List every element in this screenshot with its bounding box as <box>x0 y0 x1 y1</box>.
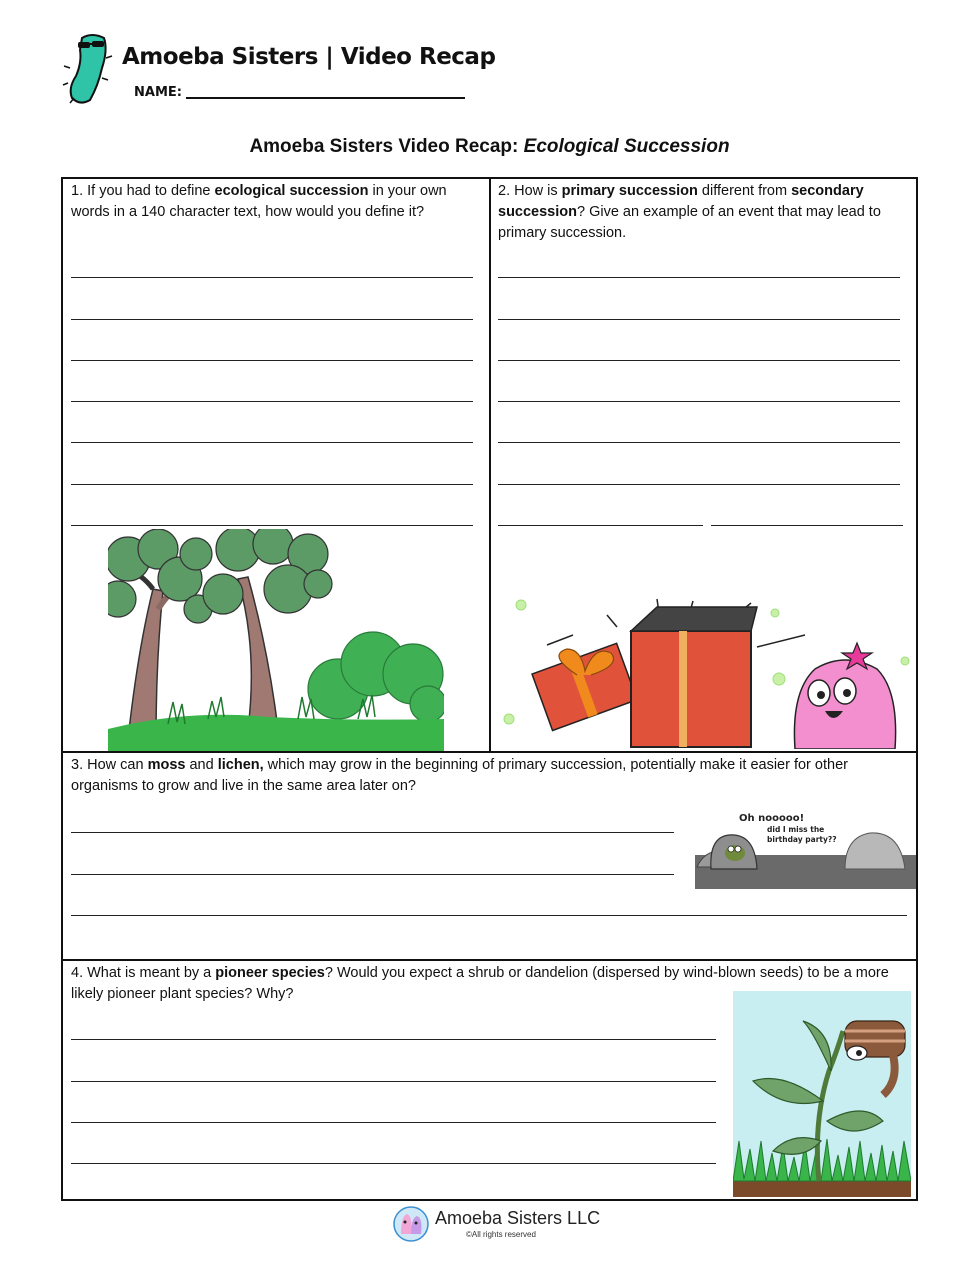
worksheet-grid <box>61 177 918 1201</box>
question-1: 1. If you had to define ecological succession in your own words in a 140 character text, how would you define it? <box>71 183 447 220</box>
answer-line[interactable] <box>71 401 473 402</box>
rock-speech-line1: Oh nooooo! <box>739 813 805 824</box>
answer-line[interactable] <box>498 442 900 443</box>
answer-line[interactable] <box>71 442 473 443</box>
answer-line[interactable] <box>71 1122 716 1123</box>
footer-brand: Amoeba Sisters LLC <box>435 1208 601 1228</box>
answer-line[interactable] <box>71 277 473 278</box>
topic-title: Ecological Succession <box>523 136 730 157</box>
rock-speech-line2: did I miss the <box>767 825 825 834</box>
name-field[interactable] <box>186 97 465 99</box>
answer-line[interactable] <box>71 915 907 916</box>
answer-line[interactable] <box>71 319 473 320</box>
brand-title: Amoeba Sisters | Video Recap <box>122 44 496 70</box>
divider-row2 <box>63 959 916 961</box>
answer-line[interactable] <box>71 360 473 361</box>
answer-line[interactable] <box>71 484 473 485</box>
answer-line[interactable] <box>498 484 900 485</box>
divider-vertical <box>489 179 491 752</box>
question-4: 4. What is meant by a pioneer species? Would you expect a shrub or dandelion (dispersed by wind-blown seeds) to be a more likely pioneer plant species? Why? <box>71 965 889 1002</box>
answer-line[interactable] <box>711 525 903 526</box>
rock-moss-illustration <box>695 807 916 889</box>
answer-line[interactable] <box>71 525 473 526</box>
pioneer-plant-illustration <box>733 991 911 1197</box>
answer-line[interactable] <box>71 832 674 833</box>
answer-line[interactable] <box>498 277 900 278</box>
answer-line[interactable] <box>498 525 703 526</box>
footer-copyright: ©All rights reserved <box>466 1230 536 1239</box>
forest-illustration <box>108 529 444 751</box>
question-2: 2. How is primary succession different from secondary succession? Give an example of an event that may lead to primary succession. <box>498 183 881 241</box>
answer-line[interactable] <box>71 1163 716 1164</box>
answer-line[interactable] <box>498 319 900 320</box>
amoeba-mascot-logo <box>62 28 122 108</box>
answer-line[interactable] <box>498 360 900 361</box>
answer-line[interactable] <box>71 1039 716 1040</box>
page-title: Amoeba Sisters Video Recap: Ecological Succession <box>249 136 730 157</box>
amoeba-sisters-footer-logo <box>393 1206 429 1242</box>
name-label: NAME: <box>134 85 182 100</box>
answer-line[interactable] <box>71 874 674 875</box>
divider-row1 <box>63 751 916 753</box>
answer-line[interactable] <box>498 401 900 402</box>
rock-speech-line3: birthday party?? <box>767 835 837 844</box>
question-3: 3. How can moss and lichen, which may grow in the beginning of primary succession, potentially make it easier for other organisms to grow and live in the same area later on? <box>71 757 848 794</box>
answer-line[interactable] <box>71 1081 716 1082</box>
gift-amoeba-illustration <box>495 591 915 749</box>
